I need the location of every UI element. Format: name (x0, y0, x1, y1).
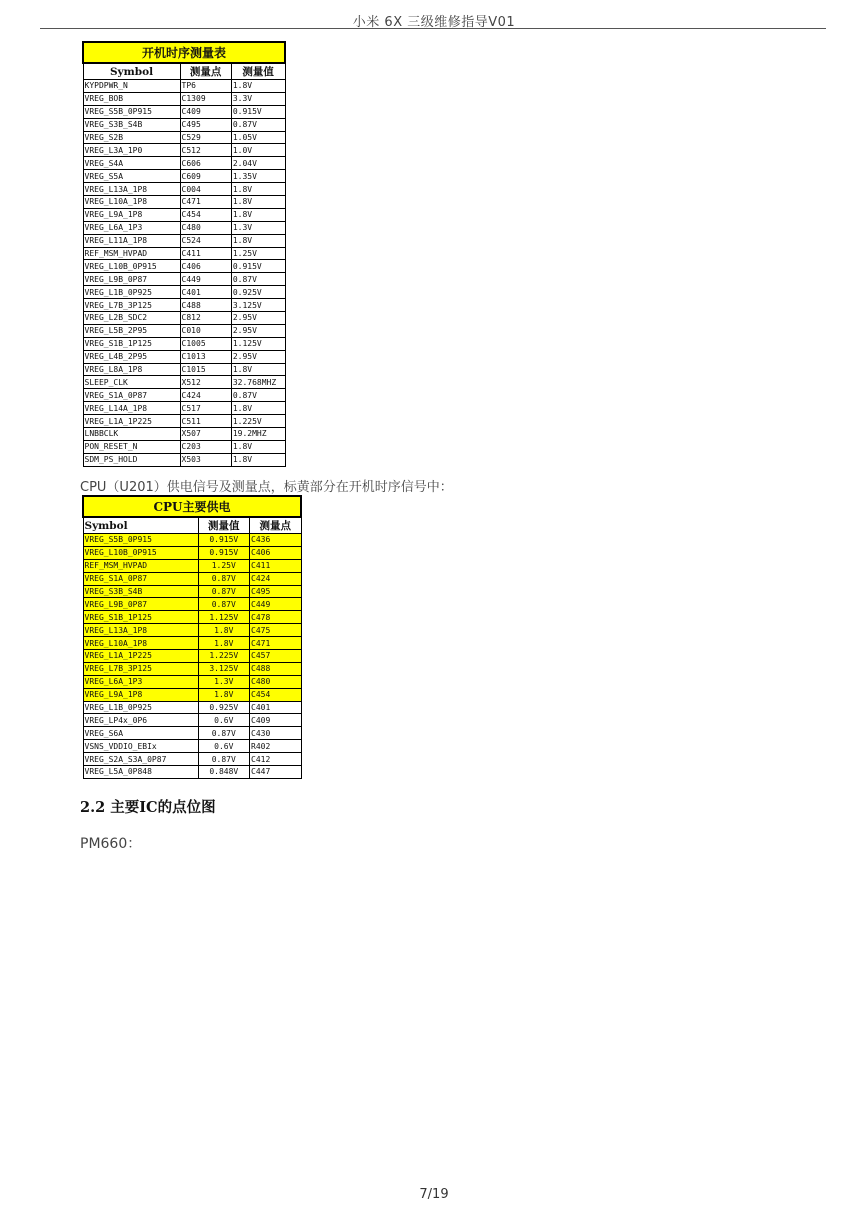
symbol-cell: VREG_S4A (83, 157, 180, 170)
value-cell: 32.768MHZ (231, 376, 285, 389)
test-point-cell: C406 (180, 260, 231, 273)
value-cell: 1.8V (231, 183, 285, 196)
header-divider (40, 28, 826, 29)
value-cell: 1.25V (198, 559, 249, 572)
table-row (83, 273, 285, 286)
table-row (83, 727, 301, 740)
symbol-cell: VREG_S2B (83, 131, 180, 144)
table-row (83, 105, 285, 118)
table-row (83, 415, 285, 428)
table-row (83, 688, 301, 701)
table-row (83, 157, 285, 170)
value-cell: 1.8V (231, 402, 285, 415)
test-point-cell: C812 (180, 312, 231, 325)
value-cell: 0.915V (198, 534, 249, 547)
value-cell: 1.125V (198, 611, 249, 624)
symbol-cell: SDM_PS_HOLD (83, 453, 180, 466)
value-cell: 1.125V (231, 337, 285, 350)
table-row (83, 650, 301, 663)
symbol-cell: VREG_L11A_1P8 (83, 234, 180, 247)
table-row (83, 118, 285, 131)
cpu-power-description: CPU（U201）供电信号及测量点，标黄部分在开机时序信号中： (80, 480, 453, 495)
value-cell: 1.8V (231, 363, 285, 376)
value-cell: 3.125V (198, 662, 249, 675)
value-cell: 1.8V (231, 440, 285, 453)
value-cell: 1.8V (198, 637, 249, 650)
value-cell: 1.8V (231, 234, 285, 247)
value-cell: 3.3V (231, 92, 285, 105)
test-point-cell: C449 (180, 273, 231, 286)
test-point-cell: C454 (250, 688, 301, 701)
table-row (83, 80, 285, 93)
symbol-cell: VREG_L1A_1P225 (83, 650, 198, 663)
test-point-cell: X507 (180, 428, 231, 441)
symbol-cell: VREG_L13A_1P8 (83, 183, 180, 196)
value-cell: 0.6V (198, 714, 249, 727)
column-header-test-point: 测量点 (180, 63, 231, 80)
test-point-cell: C411 (180, 247, 231, 260)
symbol-cell: VREG_S5B_0P915 (83, 105, 180, 118)
table-row (83, 131, 285, 144)
test-point-cell: C471 (250, 637, 301, 650)
table-row (83, 324, 285, 337)
symbol-cell: PON_RESET_N (83, 440, 180, 453)
symbol-cell: VREG_L9B_0P87 (83, 598, 198, 611)
symbol-cell: VREG_L7B_3P125 (83, 299, 180, 312)
symbol-cell: LNBBCLK (83, 428, 180, 441)
test-point-cell: C409 (250, 714, 301, 727)
column-header-value: 测量值 (198, 517, 249, 534)
table-row (83, 428, 285, 441)
symbol-cell: VREG_L9B_0P87 (83, 273, 180, 286)
table-row (83, 585, 301, 598)
table-row (83, 714, 301, 727)
symbol-cell: VREG_L10A_1P8 (83, 196, 180, 209)
test-point-cell: C495 (180, 118, 231, 131)
symbol-cell: VREG_L5B_2P95 (83, 324, 180, 337)
test-point-cell: C004 (180, 183, 231, 196)
table-row (83, 221, 285, 234)
symbol-cell: VREG_S1B_1P125 (83, 611, 198, 624)
symbol-cell: VSNS_VDDIO_EBIx (83, 740, 198, 753)
page-header-title: 小米 6X 三级维修指导V01 (352, 15, 516, 30)
column-header-test-point: 测量点 (250, 517, 301, 534)
test-point-cell: C512 (180, 144, 231, 157)
symbol-cell: VREG_L5A_0P848 (83, 766, 198, 779)
test-point-cell: C495 (250, 585, 301, 598)
table-row (83, 376, 285, 389)
symbol-cell: VREG_L10A_1P8 (83, 637, 198, 650)
test-point-cell: C409 (180, 105, 231, 118)
column-header-symbol: Symbol (83, 63, 180, 80)
symbol-cell: VREG_L9A_1P8 (83, 688, 198, 701)
value-cell: 0.848V (198, 766, 249, 779)
value-cell: 0.87V (231, 389, 285, 402)
table-row (83, 286, 285, 299)
value-cell: 1.25V (231, 247, 285, 260)
symbol-cell: VREG_S1A_0P87 (83, 572, 198, 585)
table-row (83, 183, 285, 196)
cpu-power-table (82, 495, 302, 779)
boot-sequence-table (82, 41, 286, 467)
symbol-cell: VREG_L1A_1P225 (83, 415, 180, 428)
test-point-cell: C412 (250, 753, 301, 766)
test-point-cell: C457 (250, 650, 301, 663)
table-row (83, 312, 285, 325)
symbol-cell: VREG_S3B_S4B (83, 118, 180, 131)
symbol-cell: VREG_BOB (83, 92, 180, 105)
value-cell: 2.95V (231, 324, 285, 337)
symbol-cell: VREG_S3B_S4B (83, 585, 198, 598)
test-point-cell: C424 (250, 572, 301, 585)
table-row (83, 350, 285, 363)
table-row (83, 572, 301, 585)
symbol-cell: SLEEP_CLK (83, 376, 180, 389)
table-row (83, 389, 285, 402)
value-cell: 1.35V (231, 170, 285, 183)
value-cell: 3.125V (231, 299, 285, 312)
table-row (83, 637, 301, 650)
value-cell: 2.95V (231, 312, 285, 325)
test-point-cell: C517 (180, 402, 231, 415)
test-point-cell: C203 (180, 440, 231, 453)
value-cell: 0.6V (198, 740, 249, 753)
table-row (83, 598, 301, 611)
value-cell: 0.925V (231, 286, 285, 299)
table-row (83, 766, 301, 779)
value-cell: 0.87V (198, 753, 249, 766)
symbol-cell: VREG_L3A_1P0 (83, 144, 180, 157)
value-cell: 1.8V (231, 208, 285, 221)
symbol-cell: VREG_L13A_1P8 (83, 624, 198, 637)
test-point-cell: R402 (250, 740, 301, 753)
test-point-cell: C511 (180, 415, 231, 428)
table-row (83, 675, 301, 688)
symbol-cell: VREG_L6A_1P3 (83, 221, 180, 234)
symbol-cell: VREG_S6A (83, 727, 198, 740)
test-point-cell: C010 (180, 324, 231, 337)
test-point-cell: C471 (180, 196, 231, 209)
table-row (83, 440, 285, 453)
value-cell: 1.05V (231, 131, 285, 144)
table-row (83, 196, 285, 209)
symbol-cell: REF_MSM_HVPAD (83, 559, 198, 572)
value-cell: 0.915V (198, 546, 249, 559)
value-cell: 0.87V (198, 598, 249, 611)
value-cell: 0.925V (198, 701, 249, 714)
value-cell: 0.87V (231, 273, 285, 286)
value-cell: 1.8V (231, 196, 285, 209)
test-point-cell: C529 (180, 131, 231, 144)
test-point-cell: C488 (180, 299, 231, 312)
symbol-cell: VREG_S1A_0P87 (83, 389, 180, 402)
symbol-cell: VREG_S5B_0P915 (83, 534, 198, 547)
symbol-cell: VREG_S1B_1P125 (83, 337, 180, 350)
test-point-cell: C449 (250, 598, 301, 611)
value-cell: 0.87V (198, 727, 249, 740)
symbol-cell: VREG_L1B_0P925 (83, 286, 180, 299)
test-point-cell: C401 (180, 286, 231, 299)
table-row (83, 753, 301, 766)
table-row (83, 611, 301, 624)
test-point-cell: X503 (180, 453, 231, 466)
test-point-cell: C524 (180, 234, 231, 247)
test-point-cell: C480 (180, 221, 231, 234)
symbol-cell: VREG_L10B_0P915 (83, 546, 198, 559)
value-cell: 1.225V (231, 415, 285, 428)
table-row (83, 363, 285, 376)
symbol-cell: REF_MSM_HVPAD (83, 247, 180, 260)
test-point-cell: C401 (250, 701, 301, 714)
test-point-cell: C1309 (180, 92, 231, 105)
symbol-cell: VREG_L9A_1P8 (83, 208, 180, 221)
test-point-cell: C447 (250, 766, 301, 779)
test-point-cell: C436 (250, 534, 301, 547)
test-point-cell: C411 (250, 559, 301, 572)
table-row (83, 144, 285, 157)
table-row (83, 402, 285, 415)
value-cell: 1.225V (198, 650, 249, 663)
table-row (83, 337, 285, 350)
value-cell: 0.915V (231, 105, 285, 118)
symbol-cell: VREG_L2B_SDC2 (83, 312, 180, 325)
test-point-cell: C454 (180, 208, 231, 221)
symbol-cell: VREG_LP4x_0P6 (83, 714, 198, 727)
table-row (83, 662, 301, 675)
table-row (83, 559, 301, 572)
value-cell: 1.3V (231, 221, 285, 234)
value-cell: 1.8V (198, 688, 249, 701)
symbol-cell: VREG_L14A_1P8 (83, 402, 180, 415)
column-header-value: 测量值 (231, 63, 285, 80)
value-cell: 1.8V (198, 624, 249, 637)
test-point-cell: C480 (250, 675, 301, 688)
value-cell: 19.2MHZ (231, 428, 285, 441)
value-cell: 0.87V (198, 572, 249, 585)
test-point-cell: C475 (250, 624, 301, 637)
symbol-cell: VREG_L7B_3P125 (83, 662, 198, 675)
pm660-label: PM660： (80, 836, 142, 852)
table-row (83, 740, 301, 753)
section-heading: 2.2 主要IC的点位图 (80, 799, 216, 816)
symbol-cell: VREG_L4B_2P95 (83, 350, 180, 363)
value-cell: 0.87V (231, 118, 285, 131)
table-title: CPU主要供电 (83, 496, 301, 517)
test-point-cell: C1005 (180, 337, 231, 350)
table-row (83, 299, 285, 312)
test-point-cell: C488 (250, 662, 301, 675)
table-row (83, 624, 301, 637)
table-row (83, 170, 285, 183)
symbol-cell: VREG_L10B_0P915 (83, 260, 180, 273)
table-row (83, 260, 285, 273)
table-row (83, 234, 285, 247)
table-row (83, 92, 285, 105)
value-cell: 1.8V (231, 453, 285, 466)
test-point-cell: C1015 (180, 363, 231, 376)
value-cell: 1.0V (231, 144, 285, 157)
test-point-cell: C478 (250, 611, 301, 624)
table-row (83, 453, 285, 466)
table-title: 开机时序测量表 (83, 42, 285, 63)
symbol-cell: VREG_L6A_1P3 (83, 675, 198, 688)
test-point-cell: TP6 (180, 80, 231, 93)
test-point-cell: C606 (180, 157, 231, 170)
symbol-cell: VREG_L1B_0P925 (83, 701, 198, 714)
value-cell: 2.04V (231, 157, 285, 170)
column-header-symbol: Symbol (83, 517, 198, 534)
table-row (83, 546, 301, 559)
test-point-cell: C406 (250, 546, 301, 559)
test-point-cell: X512 (180, 376, 231, 389)
value-cell: 1.3V (198, 675, 249, 688)
table-row (83, 701, 301, 714)
value-cell: 0.87V (198, 585, 249, 598)
page-number: 7/19 (419, 1187, 449, 1202)
test-point-cell: C424 (180, 389, 231, 402)
test-point-cell: C430 (250, 727, 301, 740)
value-cell: 1.8V (231, 80, 285, 93)
value-cell: 2.95V (231, 350, 285, 363)
symbol-cell: VREG_L8A_1P8 (83, 363, 180, 376)
symbol-cell: VREG_S5A (83, 170, 180, 183)
table-row (83, 534, 301, 547)
symbol-cell: KYPDPWR_N (83, 80, 180, 93)
value-cell: 0.915V (231, 260, 285, 273)
table-row (83, 208, 285, 221)
test-point-cell: C1013 (180, 350, 231, 363)
test-point-cell: C609 (180, 170, 231, 183)
symbol-cell: VREG_S2A_S3A_0P87 (83, 753, 198, 766)
table-row (83, 247, 285, 260)
